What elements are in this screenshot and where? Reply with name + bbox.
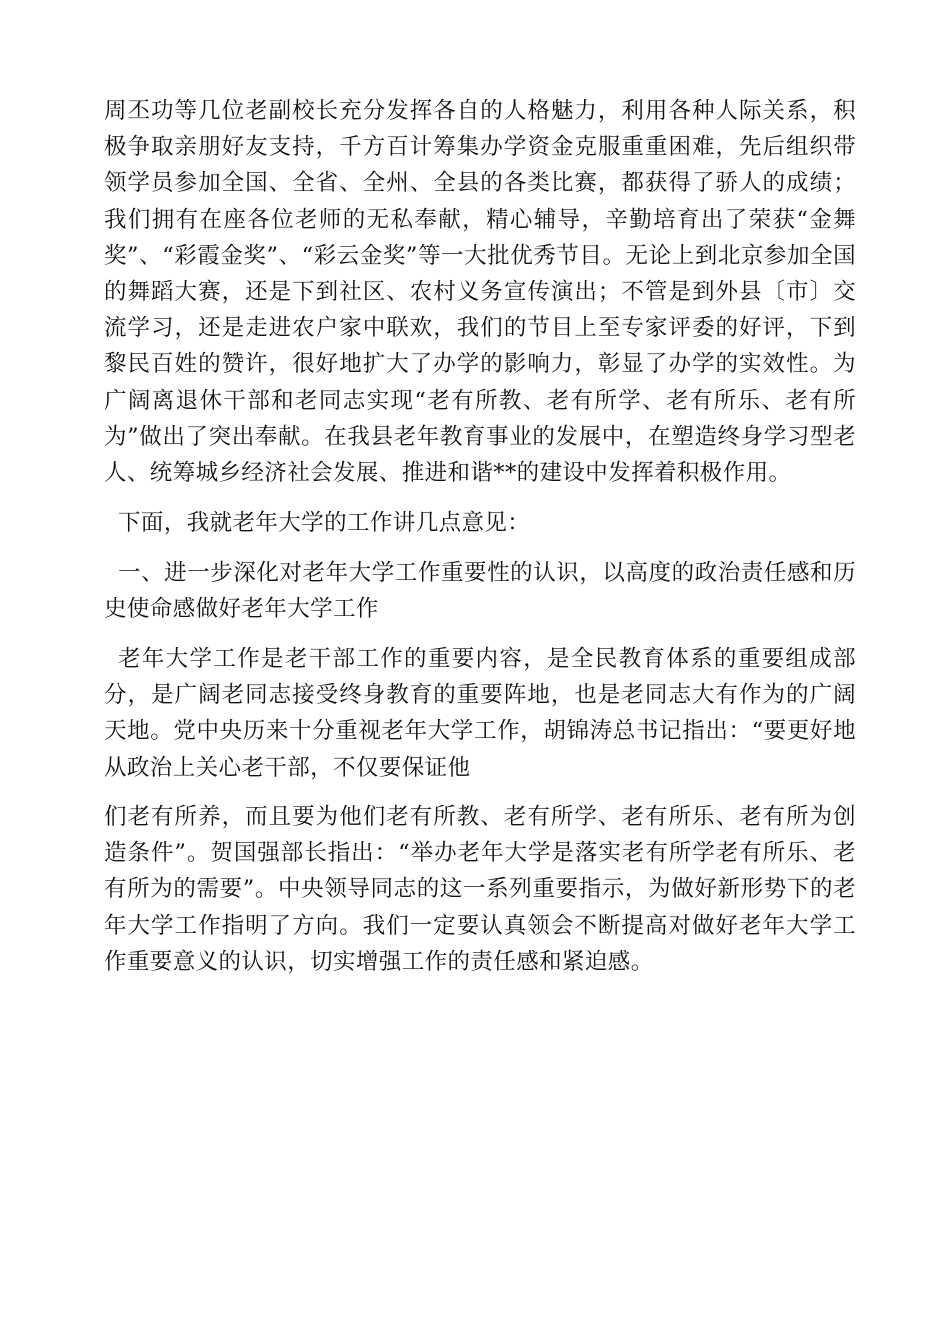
section-heading-one: 一、进一步深化对老年大学工作重要性的认识，以高度的政治责任感和历史使命感做好老年大学工作: [104, 560, 856, 623]
paragraph-intro-opinions: 下面，我就老年大学的工作讲几点意见：: [118, 510, 531, 536]
paragraph-importance: 老年大学工作是老干部工作的重要内容，是全民教育体系的重要组成部分，是广阔老同志接受终身教育的重要阵地，也是老同志大有作为的广阔天地。党中央历来十分重视老年大学工作，胡锦涛总书记指出：“要更好地从政治上关心老干部，不仅要保证他: [104, 646, 856, 781]
paragraph-achievements: 周丕功等几位老副校长充分发挥各自的人格魅力，利用各种人际关系，积极争取亲朋好友支持，千方百计筹集办学资金克服重重困难，先后组织带领学员参加全国、全省、全州、全县的各类比赛，都获得了骄人的成绩；我们拥有在座各位老师的无私奉献，精心辅导，辛勤培育出了荣获“金舞奖”、“彩霞金奖”、“彩云金奖”等一大批优秀节目。无论上到北京参加全国的舞蹈大赛，还是下到社区、农村义务宣传演出；不管是到外县〔市〕交流学习，还是走进农户家中联欢，我们的节目上至专家评委的好评，下到黎民百姓的赞许，很好地扩大了办学的影响力，彰显了办学的实效性。为广阔离退休干部和老同志实现“老有所教、老有所学、老有所乐、老有所为”做出了突出奉献。在我县老年教育事业的发展中，在塑造终身学习型老人、统筹城乡经济社会发展、推进和谐**的建设中发挥着积极作用。: [104, 98, 856, 487]
paragraph-leadership-instructions: 们老有所养，而且要为他们老有所教、老有所学、老有所乐、老有所为创造条件”。贺国强部长指出：“举办老年大学是落实老有所学老有所乐、老有所为的需要”。中央领导同志的这一系列重要指示，为做好新形势下的老年大学工作指明了方向。我们一定要认真领会不断提高对做好老年大学工作重要意义的认识，切实增强工作的责任感和紧迫感。: [104, 804, 856, 975]
